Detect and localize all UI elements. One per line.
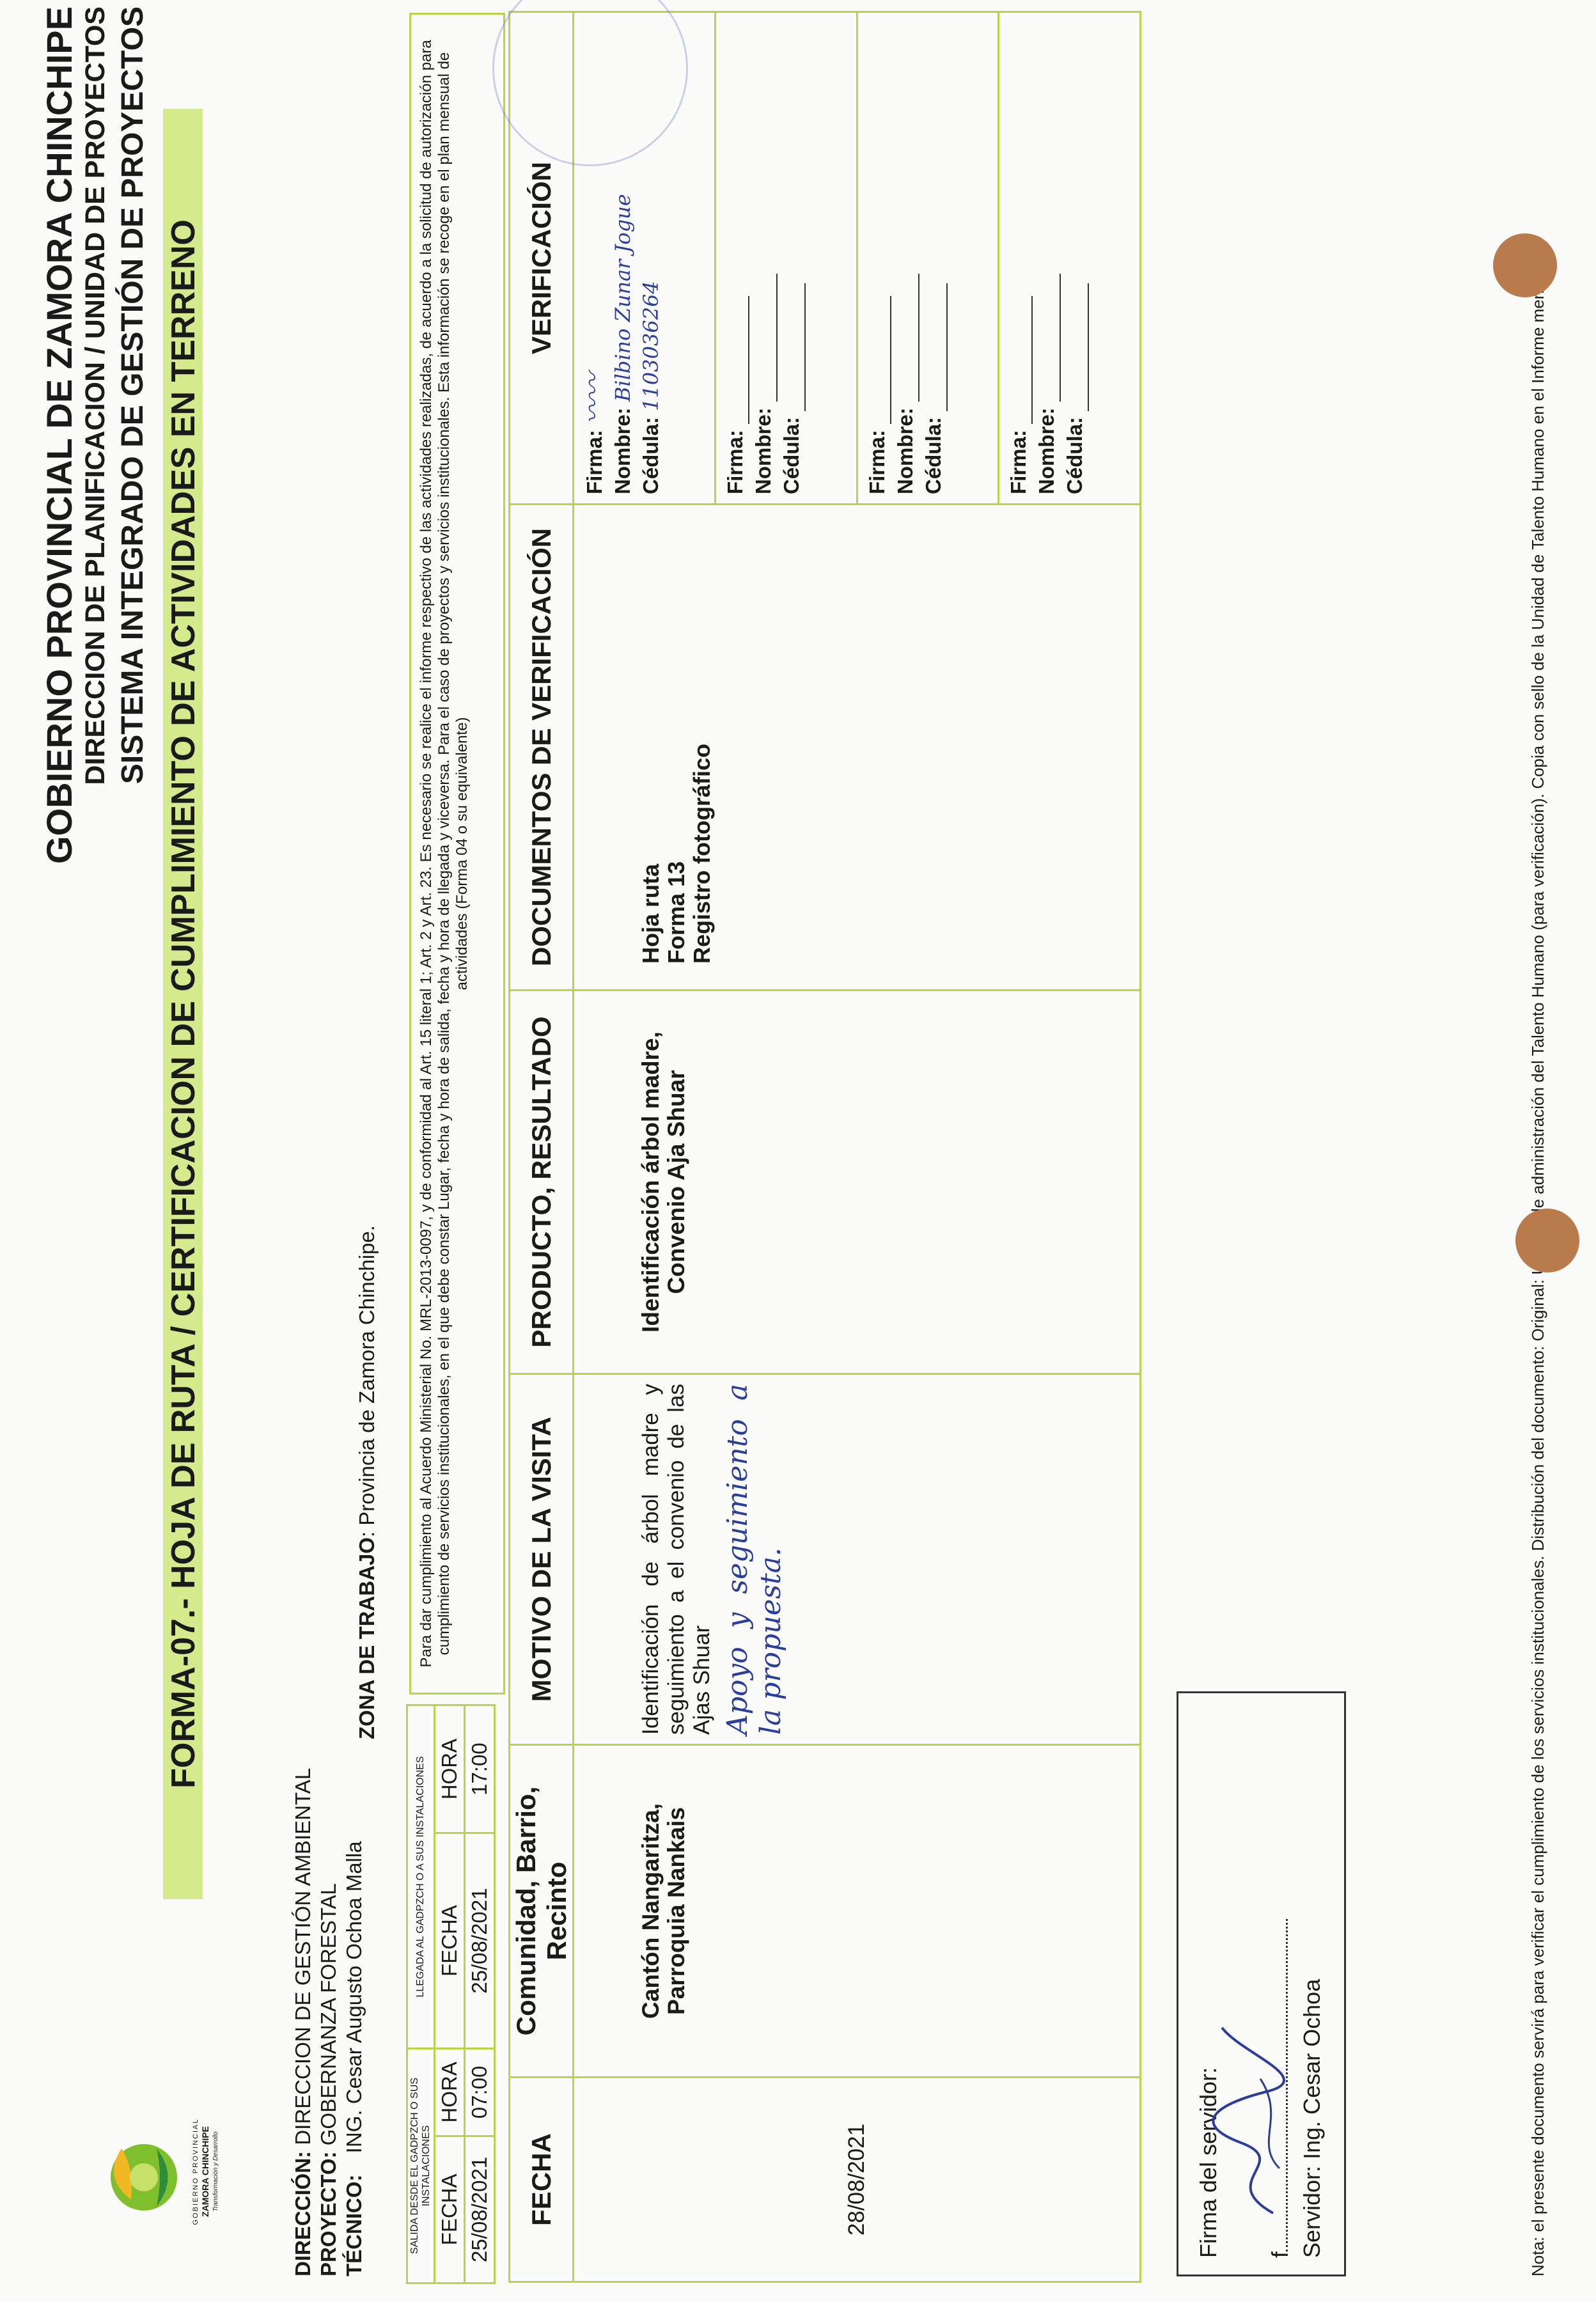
llegada-fecha: 25/08/2021 (465, 1833, 495, 2049)
direccion-line (291, 1768, 315, 2276)
fill-line (927, 283, 948, 411)
header-line-3: SISTEMA INTEGRADO DE GESTIÓN DE PROYECTOS (116, 6, 150, 785)
proyecto-label: PROYECTO: (317, 2151, 340, 2276)
servidor-label: Servidor: (1299, 2165, 1325, 2258)
row-producto: Identificación árbol madre, Convenio Aja Shuar (638, 1031, 690, 1333)
servidor-signature-icon (1203, 2015, 1299, 2220)
cedula-label: Cédula: (639, 416, 663, 494)
legal-note: Para dar cumplimiento al Acuerdo Ministerial No. MRL-2013-0097, y de conformidad al Art. 15 literal 1; Art. 2 y Art. 23. Es necesario se realice el informe respectivo de las actividades realizadas, de acuerdo a la solicitud de autorización para cumplimiento de servicios institucionales, en el que debe constar Lugar, fecha y hora de salida, fecha y hora de llegada y viceversa. Para el caso de proyectos y servicios institucionales. Esta información se recoge en el plan mensual de actividades (Forma 04 o su equivalente) (409, 13, 505, 1695)
f-label: f (1267, 2251, 1293, 2258)
tecnico-label: TÉCNICO: (342, 2174, 366, 2276)
firma-row (721, 22, 749, 494)
doc-item: Hoja ruta (638, 863, 664, 964)
cedula-label: Cédula: (921, 416, 945, 494)
salida-hora-label: HORA (435, 2049, 465, 2136)
header-line-1: GOBIERNO PROVINCIAL DE ZAMORA CHINCHIPE (39, 6, 79, 864)
fill-line (785, 283, 806, 411)
doc-item: Forma 13 (663, 861, 690, 964)
fill-line (1040, 274, 1061, 402)
cedula-label: Cédula: (779, 416, 803, 494)
direccion-label: DIRECCIÓN: (291, 2150, 315, 2276)
nombre-label: Nombre: (751, 407, 775, 494)
zona-line (355, 908, 379, 1739)
salida-header: SALIDA DESDE EL GADPZCH O SUS INSTALACIONES (407, 2049, 435, 2283)
col-comunidad: Comunidad, Barrio, Recinto (510, 1745, 574, 2078)
footer-note (1528, 26, 1548, 2276)
form-title: FORMA-07.- HOJA DE RUTA / CERTIFICACION DE CUMPLIMIENTO DE ACTIVIDADES EN TERRENO (165, 219, 202, 1789)
verification-block-4 (999, 12, 1141, 505)
punch-hole-mark (1493, 233, 1557, 297)
zona-value: : Provincia de Zamora Chinchipe. (355, 1225, 379, 1538)
fill-line (871, 296, 891, 424)
firma-servidor-label: Firma del servidor: (1195, 2067, 1221, 2258)
col-motivo: MOTIVO DE LA VISITA (510, 1374, 574, 1745)
logo-text-1: GOBIERNO PROVINCIAL (192, 2118, 199, 2225)
nombre-label: Nombre: (893, 407, 917, 494)
nombre-label: Nombre: (1035, 407, 1059, 494)
logo-text-3: Transformación y Desarrollo (212, 2131, 219, 2212)
travel-table (406, 1704, 496, 2284)
firma-label: Firma: (723, 430, 747, 494)
nombre-row (891, 22, 919, 494)
firma-label: Firma: (583, 430, 607, 494)
col-documentos: DOCUMENTOS DE VERIFICACIÓN (510, 505, 574, 990)
nombre-handwritten: Bilbino Zunar Jogue (611, 194, 636, 402)
tecnico-line (342, 1841, 366, 2276)
servidor-signature-box (1177, 1691, 1346, 2276)
cedula-row (919, 22, 948, 494)
direccion-value: DIRECCION DE GESTIÓN AMBIENTAL (291, 1767, 315, 2145)
row-motivo-handwritten: Apoyo y seguimiento a la propuesta. (721, 1384, 788, 1735)
nombre-label: Nombre: (611, 407, 635, 494)
servidor-value: Ing. Cesar Ochoa (1299, 1978, 1325, 2159)
f-line (1267, 1710, 1294, 2258)
verification-block-3 (857, 12, 999, 505)
tecnico-value: ING. Cesar Augusto Ochoa Malla (342, 1841, 366, 2154)
col-producto: PRODUCTO, RESULTADO (510, 990, 574, 1374)
signature-mark: 〰〰 (579, 372, 609, 424)
llegada-header: LLEGADA AL GADPZCH O A SUS INSTALACIONES (407, 1705, 435, 2049)
row-fecha: 28/08/2021 (844, 2123, 870, 2236)
activities-table (508, 13, 1141, 2283)
servidor-line (1299, 1710, 1326, 2258)
cedula-label: Cédula: (1063, 416, 1087, 494)
row-motivo: Identificación de árbol madre y seguimiento a el convenio de las Ajas Shuar (638, 1384, 715, 1735)
llegada-fecha-label: FECHA (435, 1833, 465, 2049)
firma-label: Firma: (1006, 430, 1031, 494)
proyecto-value: GOBERNANZA FORESTAL (317, 1883, 340, 2146)
header-line-2: DIRECCION DE PLANIFICACION / UNIDAD DE PROYECTOS (80, 6, 111, 785)
llegada-hora: 17:00 (465, 1705, 495, 1833)
fill-line (729, 296, 749, 424)
fill-line (1012, 296, 1033, 424)
logo-icon (96, 2117, 192, 2238)
firma-row (863, 22, 891, 494)
punch-hole-mark (1515, 1209, 1579, 1272)
doc-item: Registro fotográfico (689, 743, 716, 964)
verification-block-2 (715, 12, 857, 505)
nombre-row (749, 22, 778, 494)
salida-fecha-label: FECHA (435, 2136, 465, 2283)
col-fecha: FECHA (510, 2078, 574, 2282)
cell-fecha (574, 2078, 1141, 2282)
fill-line (757, 274, 778, 402)
llegada-hora-label: HORA (435, 1705, 465, 1833)
cedula-row (778, 22, 806, 494)
fill-line (1068, 283, 1089, 411)
firma-row (1005, 22, 1033, 494)
nombre-row (1033, 22, 1061, 494)
fill-line (899, 274, 919, 402)
logo-text-2: ZAMORA CHINCHIPE (200, 2126, 210, 2217)
proyecto-line (317, 1883, 341, 2276)
cedula-handwritten: 1103036264 (639, 281, 664, 411)
zona-label: ZONA DE TRABAJO (355, 1537, 379, 1739)
cedula-row (1061, 22, 1089, 494)
cell-comunidad (574, 1745, 1141, 2078)
firma-label: Firma: (864, 430, 889, 494)
cell-motivo (574, 1374, 1141, 1745)
row-comunidad: Cantón Nangaritza, Parroquia Nankais (638, 1803, 690, 2019)
salida-fecha: 25/08/2021 (465, 2136, 495, 2283)
cell-producto (574, 990, 1141, 1374)
col-verificacion: VERIFICACIÓN (510, 12, 574, 505)
cell-documentos (574, 505, 1141, 990)
salida-hora: 07:00 (465, 2049, 495, 2136)
